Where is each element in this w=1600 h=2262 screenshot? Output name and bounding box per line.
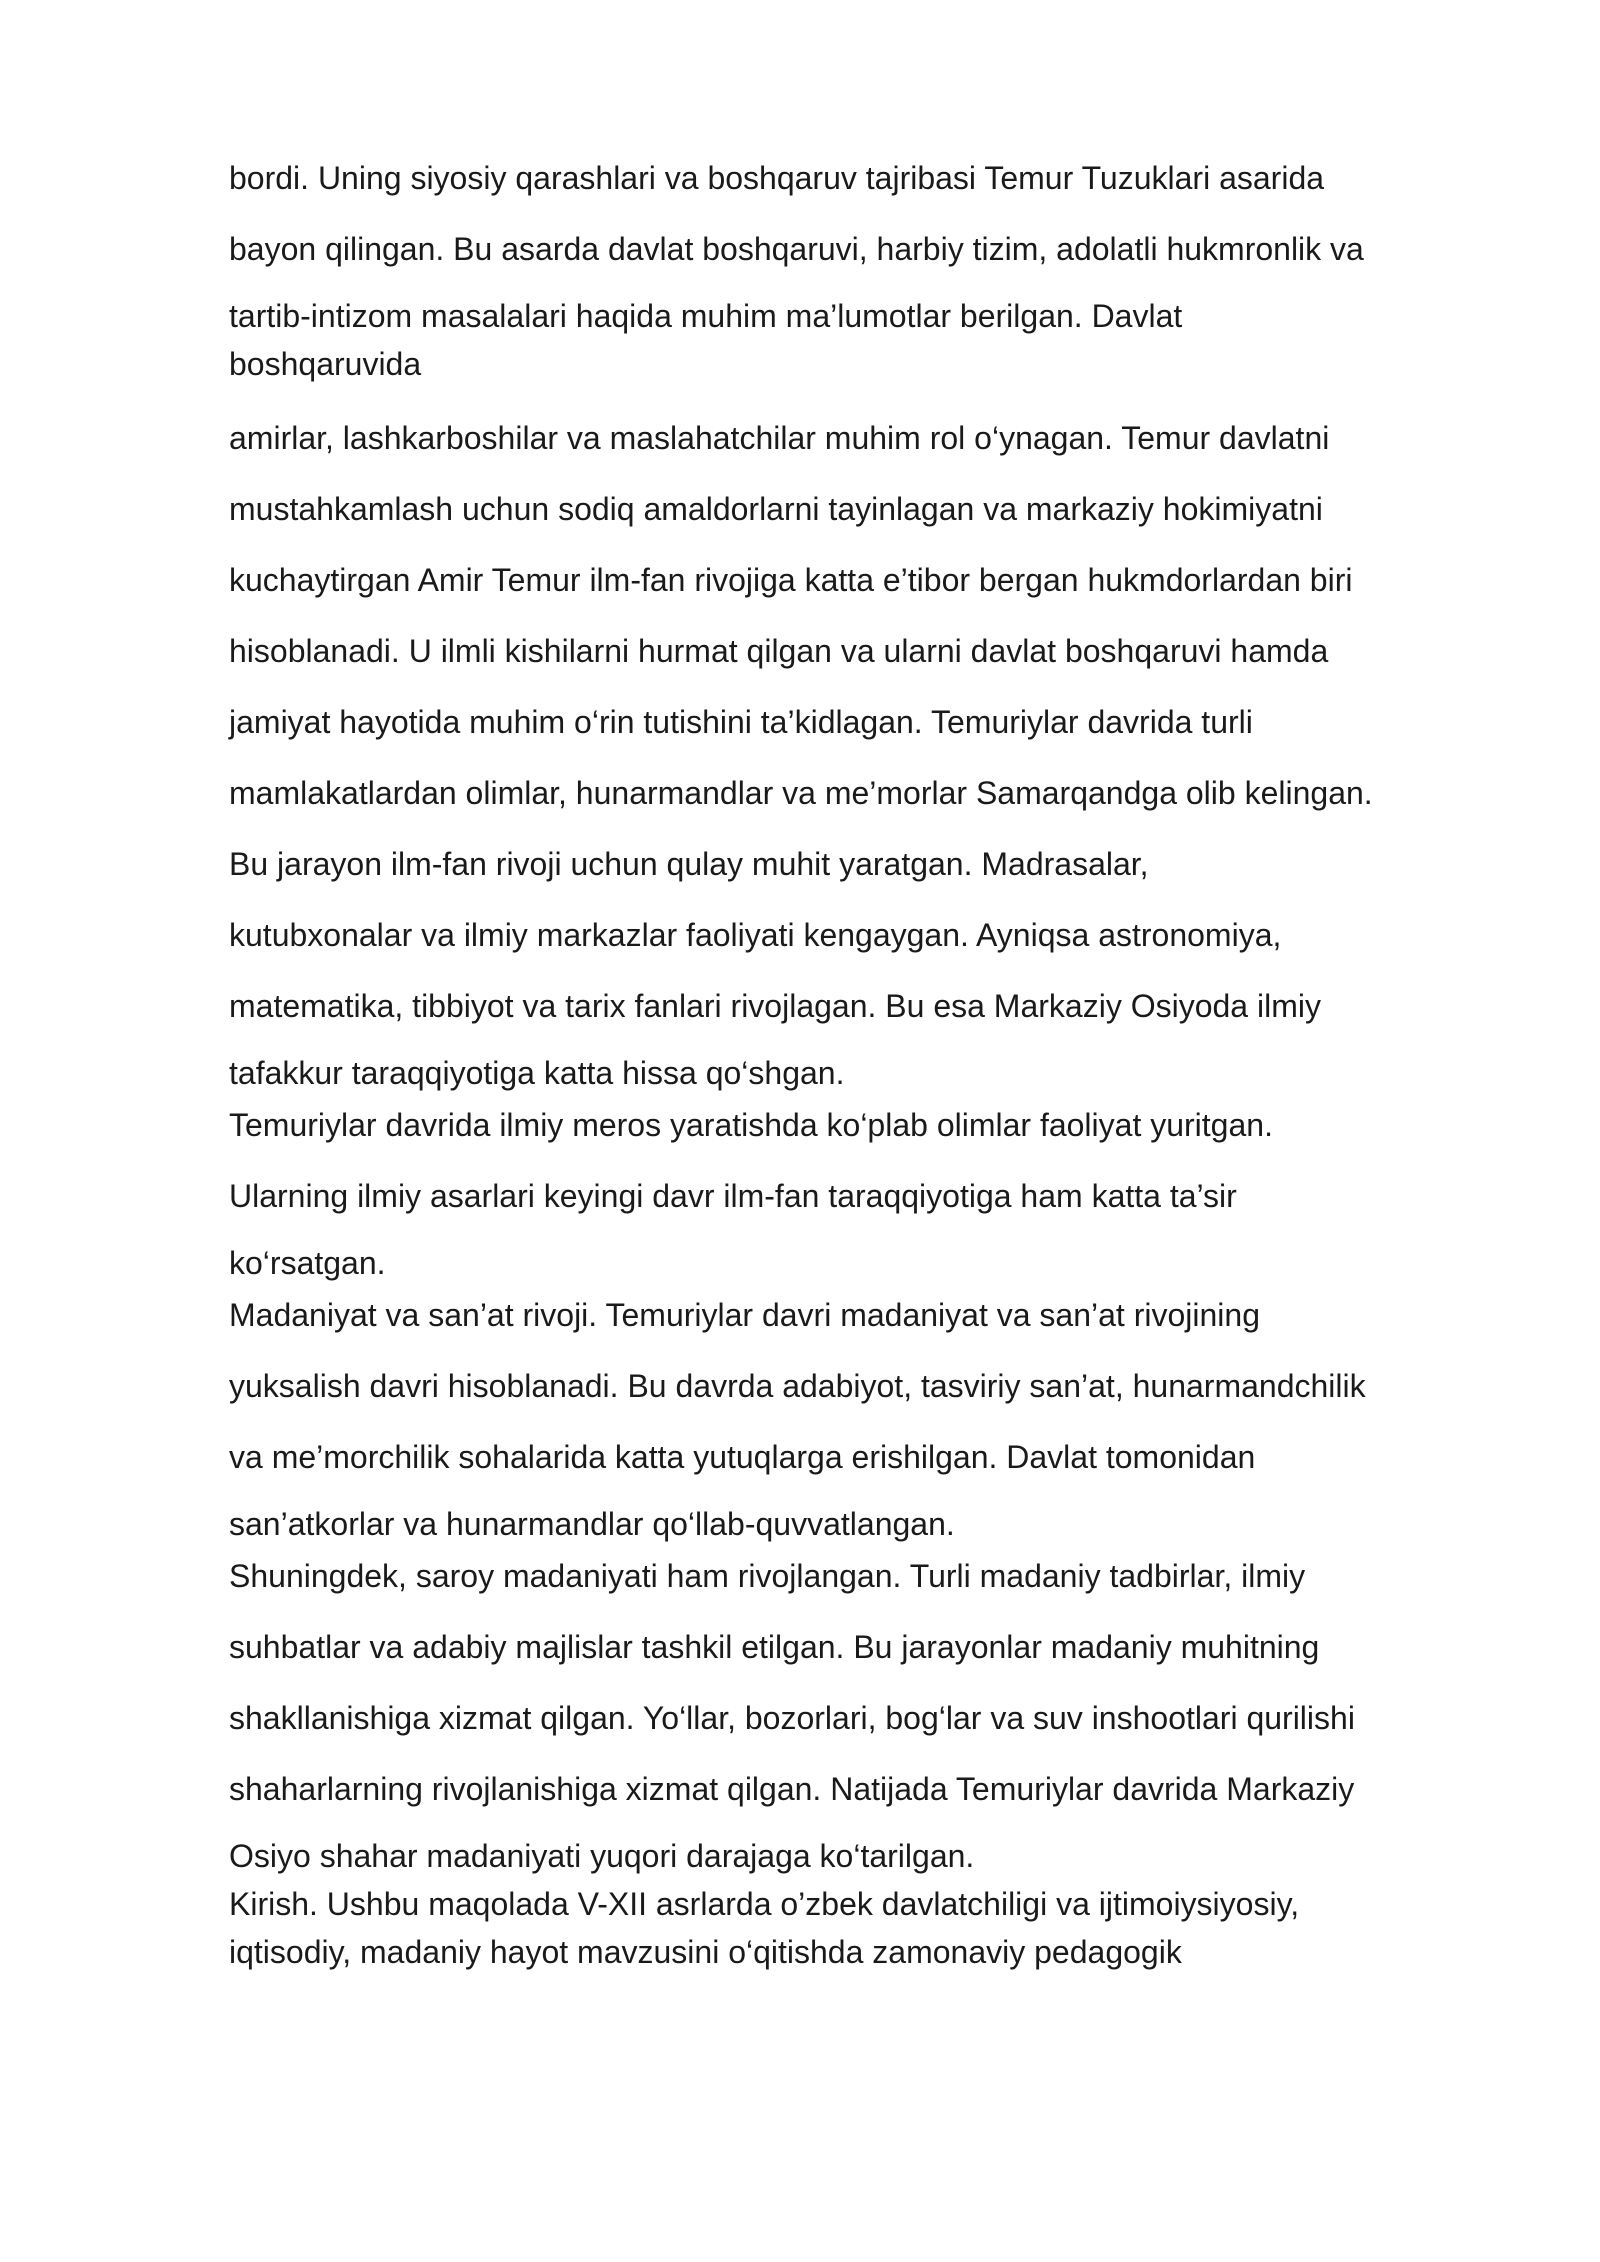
text-line: mustahkamlash uchun sodiq amaldorlarni tayinlagan va markaziy hokimiyatni	[229, 491, 1323, 527]
text-line: Ularning ilmiy asarlari keyingi davr ilm-fan taraqqiyotiga ham katta ta’sir	[229, 1178, 1237, 1214]
text-line: Temuriylar davrida ilmiy meros yaratishda ko‘plab olimlar faoliyat yuritgan.	[229, 1107, 1273, 1143]
text-line: ko‘rsatgan.	[229, 1245, 386, 1281]
text-line: matematika, tibbiyot va tarix fanlari rivojlagan. Bu esa Markaziy Osiyoda ilmiy	[229, 988, 1321, 1024]
text-line: boshqaruvida	[229, 346, 422, 382]
text-line: Osiyo shahar madaniyati yuqori darajaga ko‘tarilgan.	[229, 1838, 975, 1874]
text-line: amirlar, lashkarboshilar va maslahatchilar muhim rol o‘ynagan. Temur davlatni	[229, 420, 1330, 456]
text-line: bordi. Uning siyosiy qarashlari va boshqaruv tajribasi Temur Tuzuklari asarida	[229, 160, 1325, 196]
body-text	[229, 150, 1504, 1976]
text-line: Bu jarayon ilm-fan rivoji uchun qulay muhit yaratgan. Madrasalar,	[229, 846, 1149, 882]
text-line: yuksalish davri hisoblanadi. Bu davrda adabiyot, tasviriy san’at, hunarmandchilik	[229, 1368, 1366, 1404]
text-line: va me’morchilik sohalarida katta yutuqlarga erishilgan. Davlat tomonidan	[229, 1439, 1256, 1475]
text-line: jamiyat hayotida muhim o‘rin tutishini ta’kidlagan. Temuriylar davrida turli	[229, 704, 1253, 740]
text-line: shaharlarning rivojlanishiga xizmat qilgan. Natijada Temuriylar davrida Markaziy	[229, 1771, 1355, 1807]
text-line: kutubxonalar va ilmiy markazlar faoliyati kengaygan. Ayniqsa astronomiya,	[229, 917, 1282, 953]
text-line: iqtisodiy, madaniy hayot mavzusini o‘qitishda zamonaviy pedagogik	[229, 1934, 1182, 1970]
text-line: bayon qilingan. Bu asarda davlat boshqaruvi, harbiy tizim, adolatli hukmronlik va	[229, 231, 1364, 267]
text-line: tafakkur taraqqiyotiga katta hissa qo‘shgan.	[229, 1055, 845, 1091]
text-line: Shuningdek, saroy madaniyati ham rivojlangan. Turli madaniy tadbirlar, ilmiy	[229, 1558, 1306, 1594]
text-line: Madaniyat va san’at rivoji. Temuriylar davri madaniyat va san’at rivojining	[229, 1297, 1260, 1333]
text-line: Kirish. Ushbu maqolada V-XII asrlarda o’zbek davlatchiligi va ijtimoiysiyosiy,	[229, 1886, 1300, 1922]
text-line: tartib-intizom masalalari haqida muhim ma’lumotlar berilgan. Davlat	[229, 298, 1183, 334]
text-line: shakllanishiga xizmat qilgan. Yo‘llar, bozorlari, bog‘lar va suv inshootlari qurilishi	[229, 1700, 1355, 1736]
text-line: hisoblanadi. U ilmli kishilarni hurmat qilgan va ularni davlat boshqaruvi hamda	[229, 633, 1329, 669]
text-line: kuchaytirgan Amir Temur ilm-fan rivojiga katta e’tibor bergan hukmdorlardan biri	[229, 562, 1353, 598]
text-line: suhbatlar va adabiy majlislar tashkil etilgan. Bu jarayonlar madaniy muhitning	[229, 1629, 1320, 1665]
text-line: san’atkorlar va hunarmandlar qo‘llab-quvvatlangan.	[229, 1506, 955, 1542]
text-line: mamlakatlardan olimlar, hunarmandlar va me’morlar Samarqandga olib kelingan.	[229, 775, 1373, 811]
